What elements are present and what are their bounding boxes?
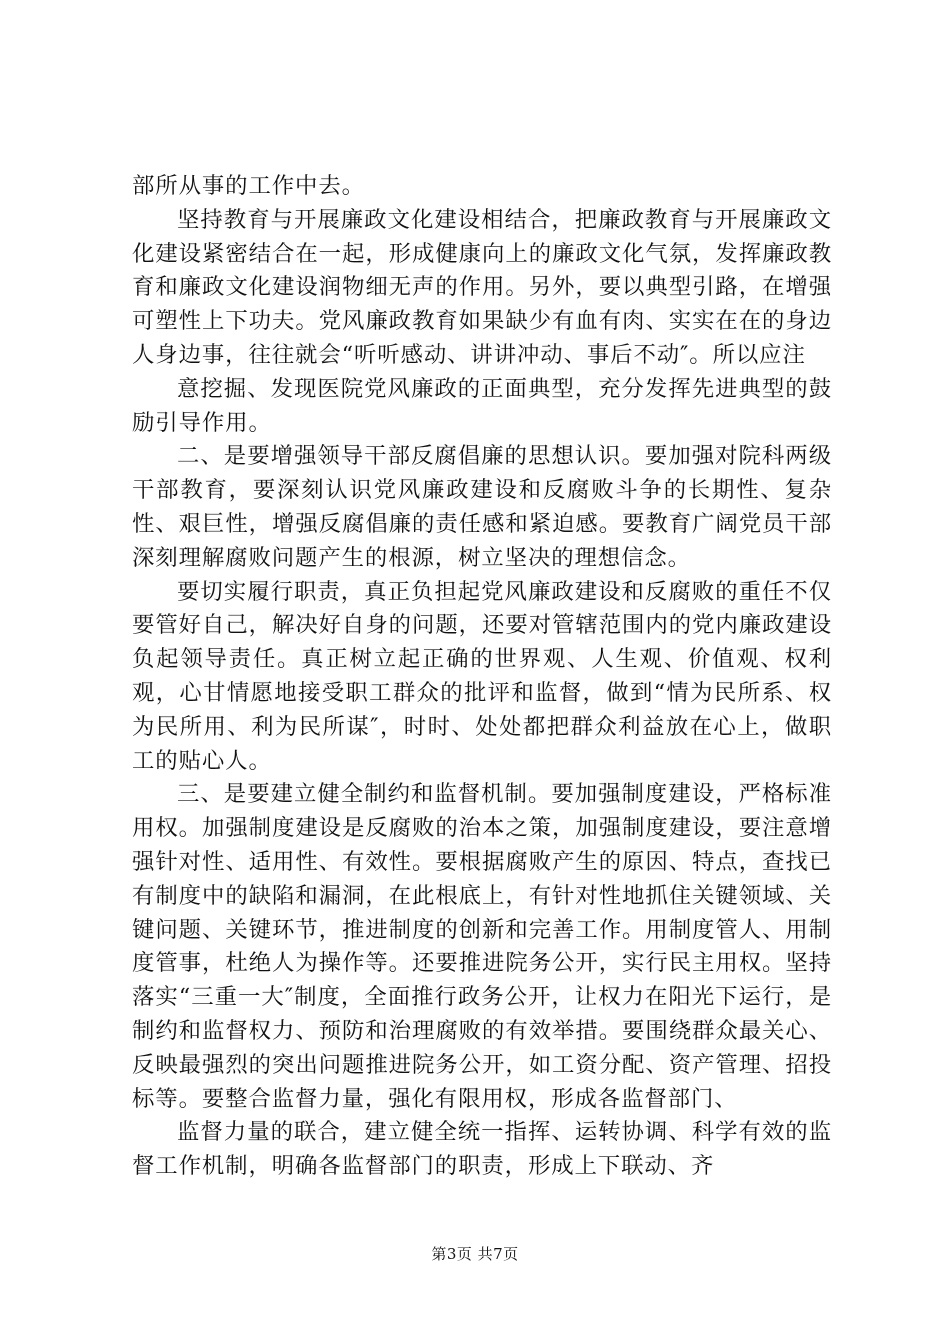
- paragraph-supervision: 监督力量的联合，建立健全统一指挥、运转协调、科学有效的监督工作机制，明确各监督部门的职责，形成上下联动、齐: [132, 1119, 832, 1180]
- paragraph-continuation: 部所从事的工作中去。: [132, 173, 365, 199]
- paragraph-section-two: 二、是要增强领导干部反腐倡廉的思想认识。要加强对院科两级干部教育，要深刻认识党风廉政建设和反腐败斗争的长期性、复杂性、艰巨性，增强反腐倡廉的责任感和紧迫感。要教育广阔党员干部深刻理解腐败问题产生的根源，树立坚决的理想信念。: [132, 443, 832, 571]
- paragraph-duties: 要切实履行职责，真正负担起党风廉政建设和反腐败的重任不仅要管好自己，解决好自身的问题，还要对管辖范围内的党内廉政建设负起领导责任。真正树立起正确的世界观、人生观、价值观、权利观，心甘情愿地接受职工群众的批评和监督，做到“情为民所系、权为民所用、利为民所谋″，时时、处处都把群众利益放在心上，做职工的贴心人。: [132, 578, 832, 774]
- paragraph-section-three: 三、是要建立健全制约和监督机制。要加强制度建设，严格标准用权。加强制度建设是反腐败的治本之策，加强制度建设，要注意增强针对性、适用性、有效性。要根据腐败产生的原因、特点，查找已有制度中的缺陷和漏洞，在此根底上，有针对性地抓住关键领域、关键问题、关键环节，推进制度的创新和完善工作。用制度管人、用制度管事，杜绝人为操作等。还要推进院务公开，实行民主用权。坚持落实“三重一大″制度，全面推行政务公开，让权力在阳光下运行，是制约和监督权力、预防和治理腐败的有效举措。要围绕群众最关心、反映最强烈的突出问题推进院务公开，如工资分配、资产管理、招投标等。要整合监督力量，强化有限用权，形成各监督部门、: [132, 781, 832, 1112]
- document-body: [132, 170, 832, 1184]
- page-number-footer: 第3页 共7页: [431, 1245, 519, 1263]
- paragraph-culture-building: 坚持教育与开展廉政文化建设相结合，把廉政教育与开展廉政文化建设紧密结合在一起，形成健康向上的廉政文化气氛，发挥廉政教育和廉政文化建设润物细无声的作用。另外，要以典型引路，在增强可塑性上下功夫。党风廉政教育如果缺少有血有肉、实实在在的身边人身边事，往往就会“听听感动、讲讲冲动、事后不动″。所以应注: [132, 206, 832, 368]
- paragraph-positive-examples: 意挖掘、发现医院党风廉政的正面典型，充分发挥先进典型的鼓励引导作用。: [132, 375, 832, 436]
